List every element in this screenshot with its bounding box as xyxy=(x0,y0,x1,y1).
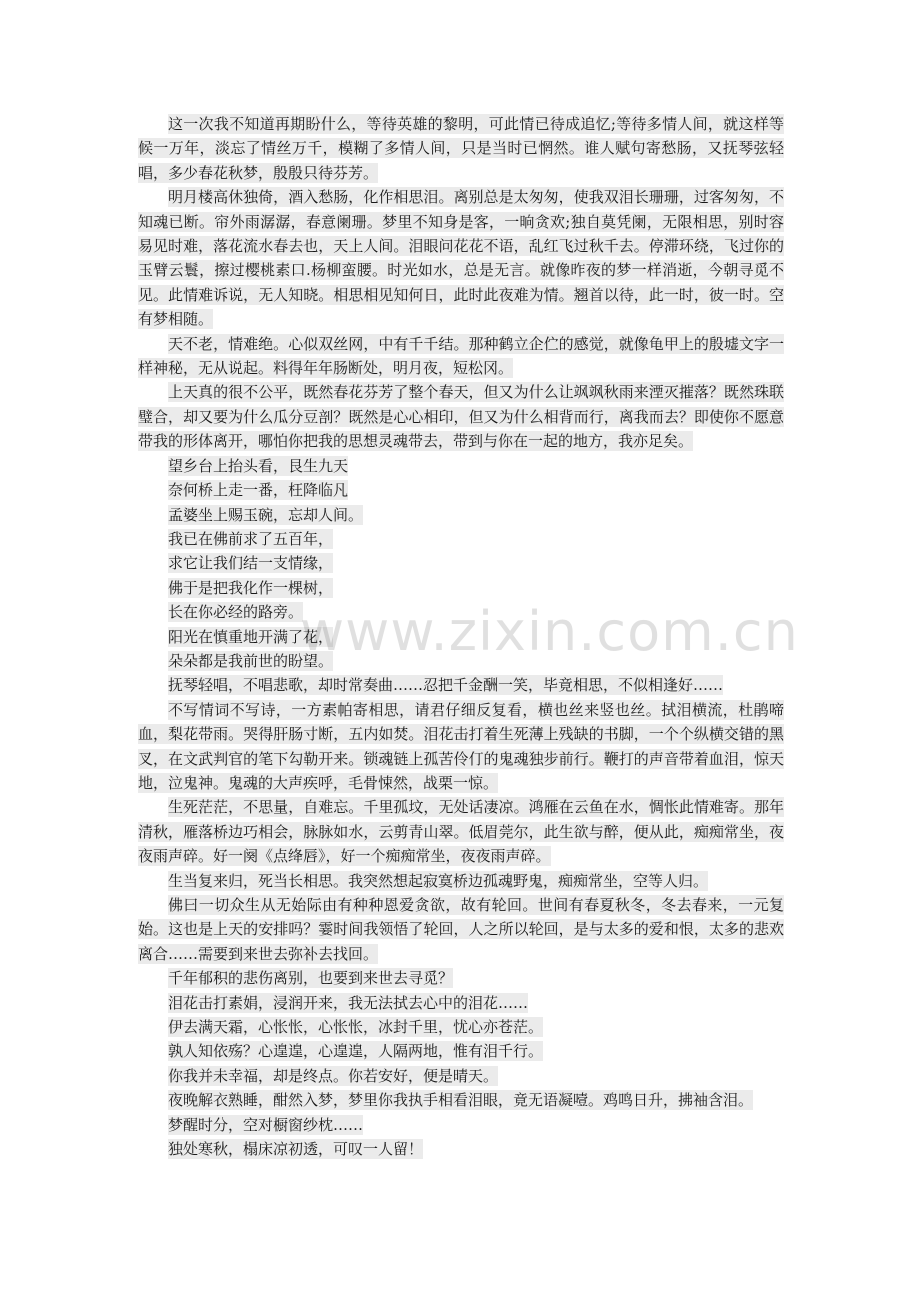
paragraph-text: 生当复来归，死当长相思。我突然想起寂寞桥边孤魂野鬼，痴痴常坐，空等人归。 xyxy=(168,871,709,890)
paragraph-text: 夜晚解衣熟睡，酣然入梦，梦里你我执手相看泪眼，竟无语凝噎。鸡鸣日升，拂袖含泪。 xyxy=(168,1091,754,1110)
verse-text: 望乡台上抬头看，艮生九天 xyxy=(168,456,349,475)
paragraph xyxy=(138,966,784,990)
paragraph-text: 你我并未幸福，却是终点。你若安好，便是晴天。 xyxy=(168,1066,499,1085)
verse-text: 朵朵都是我前世的盼望。 xyxy=(168,651,334,670)
paragraph xyxy=(138,991,784,1015)
paragraph xyxy=(138,112,784,185)
verse-line xyxy=(138,478,784,502)
paragraph-text: 天不老，情难绝。心似双丝网，中有千千结。那种鹤立企伫的感觉，就像龟甲上的殷墟文字一样神秘，无从说起。料得年年肠断处，明月夜，短松冈。 xyxy=(138,334,784,378)
paragraph-text: 这一次我不知道再期盼什么，等待英雄的黎明，可此情已待成追忆;等待多情人间，就这样等候一万年，淡忘了情丝万千，模糊了多情人间，只是当时已惘然。谁人赋句寄愁肠，又抚琴弦轻唱，多少春花秋梦，殷殷只待芬芳。 xyxy=(138,115,784,182)
paragraph-text: 上天真的很不公平，既然春花芬芳了整个春天，但又为什么让飒飒秋雨来湮灭摧落？既然珠联璧合，却又要为什么瓜分豆剖？既然是心心相印，但又为什么相背而行，离我而去？即使你不愿意带我的形体离开，哪怕你把我的思想灵魂带去，带到与你在一起的地方，我亦足矣。 xyxy=(138,383,784,451)
watermark: www.zixin.com.cn xyxy=(300,600,799,663)
verse-text: 求它让我们结一支情缘， xyxy=(168,554,334,573)
paragraph-text: 泪花击打素娟，浸润开来，我无法拭去心中的泪花…… xyxy=(168,993,529,1012)
paragraph xyxy=(138,332,784,381)
paragraph xyxy=(138,1137,784,1161)
verse-text: 我已在佛前求了五百年， xyxy=(168,529,334,548)
paragraph xyxy=(138,893,784,966)
verse-text: 长在你必经的路旁。 xyxy=(168,603,304,622)
paragraph-text: 独处寒秋，榻床凉初透，可叹一人留！ xyxy=(168,1140,424,1159)
paragraph-text: 明月楼高休独倚，酒入愁肠，化作相思泪。离别总是太匆匆，使我双泪长珊珊，过客匆匆，不知魂已断。帘外雨潺潺，春意阑珊。梦里不知身是客，一晌贪欢;独自莫凭阑，无限相思，别时容易见时难，落花流水春去也，天上人间。泪眼问花花不语，乱红飞过秋千去。停滞环绕，飞过你的玉臂云鬟，擦过樱桃素口.杨柳蛮腰。时光如水，总是无言。就像昨夜的梦一样消逝，今朝寻觅不见。此情难诉说，无人知晓。相思相见知何日，此时此夜难为情。翘首以待，此一时，彼一时。空有梦相随。 xyxy=(138,188,784,329)
verse-text: 奈何桥上走一番，枉降临凡 xyxy=(168,481,349,500)
verse-line xyxy=(138,454,784,478)
verse-line xyxy=(138,527,784,551)
paragraph-text: 孰人知依殇？心遑遑，心遑遑，人隔两地，惟有泪千行。 xyxy=(168,1042,544,1061)
paragraph xyxy=(138,1039,784,1063)
paragraph xyxy=(138,698,784,796)
paragraph xyxy=(138,1088,784,1112)
paragraph-text: 不写情词不写诗，一方素帕寄相思，请君仔细反复看，横也丝来竖也丝。拭泪横流，杜鹃啼血，梨花带雨。哭得肝肠寸断，五内如焚。泪花击打着生死薄上残缺的书脚，一个个纵横交错的黑叉，在文武判官的笔下勾勒开来。锁魂链上孤苦伶仃的鬼魂独步前行。鞭打的声音带着血泪，惊天地，泣鬼神。鬼魂的大声疾呼，毛骨悚然，战栗一惊。 xyxy=(138,700,784,792)
paragraph xyxy=(138,185,784,331)
paragraph-text: 抚琴轻唱，不唱悲歌，却时常奏曲……忍把千金酬一笑，毕竟相思，不似相逢好…… xyxy=(168,676,724,695)
paragraph-text: 伊去满天霜，心怅怅，心怅怅，冰封千里，忧心亦苍茫。 xyxy=(168,1018,544,1037)
paragraph xyxy=(138,795,784,868)
paragraph xyxy=(138,380,784,453)
paragraph-text: 千年郁积的悲伤离别，也要到来世去寻觅？ xyxy=(168,969,454,988)
verse-line xyxy=(138,576,784,600)
verse-line xyxy=(138,503,784,527)
paragraph xyxy=(138,869,784,893)
paragraph xyxy=(138,673,784,697)
paragraph xyxy=(138,1015,784,1039)
verse-text: 孟婆坐上赐玉碗，忘却人间。 xyxy=(168,505,364,524)
paragraph-text: 梦醒时分，空对橱窗纱枕…… xyxy=(168,1115,364,1134)
verse-line xyxy=(138,551,784,575)
paragraph-text: 生死茫茫，不思量，自难忘。千里孤坟，无处话凄凉。鸿雁在云鱼在水，惆怅此情难寄。那年清秋，雁落桥边巧相会，脉脉如水，云剪青山翠。低眉莞尔，此生欲与醉，便从此，痴痴常坐，夜夜雨声碎。好一阕《点绛唇》，好一个痴痴常坐，夜夜雨声碎。 xyxy=(138,798,784,866)
verse-text: 佛于是把我化作一棵树， xyxy=(168,578,334,597)
verse-text: 阳光在慎重地开满了花， xyxy=(168,627,334,646)
paragraph xyxy=(138,1064,784,1088)
paragraph xyxy=(138,1113,784,1137)
paragraph-text: 佛曰一切众生从无始际由有种种恩爱贪欲，故有轮回。世间有春夏秋冬，冬去春来，一元复始。这也是上天的安排吗？霎时间我领悟了轮回，人之所以轮回，是与太多的爱和恨，太多的悲欢离合……需要到来世去弥补去找回。 xyxy=(138,896,784,963)
